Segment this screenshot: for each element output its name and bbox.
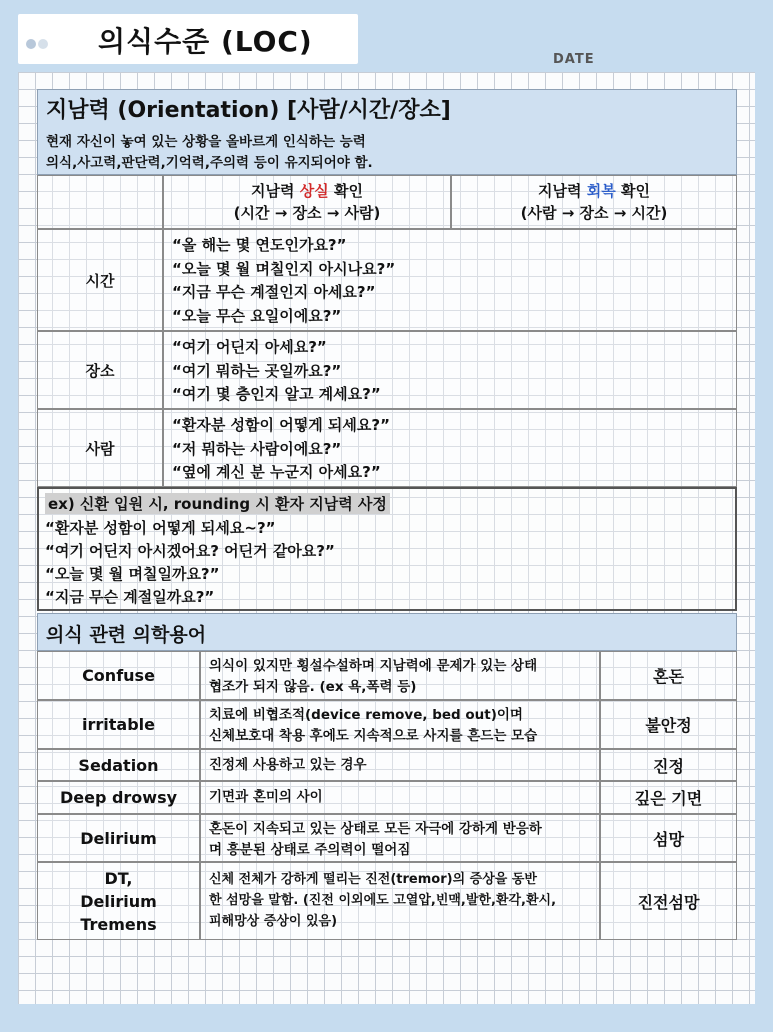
term-cell: irritable [37, 700, 200, 749]
terms-title: 의식 관련 의학용어 [46, 624, 207, 646]
term-desc-cell: 기면과 혼미의 사이 [200, 781, 600, 814]
col-header-loss: 지남력 상실 확인 (시간 → 장소 → 사람) [163, 175, 451, 229]
term-korean-cell: 깊은 기면 [600, 781, 737, 814]
term-korean-cell: 섬망 [600, 814, 737, 862]
row-label-place: 장소 [37, 331, 163, 409]
terms-header [37, 613, 737, 651]
term-desc-cell: 치료에 비협조적(device remove, bed out)이며 신체보호대 착용 후에도 지속적으로 사지를 흔드는 모습 [200, 700, 600, 749]
term-cell: DT, Delirium Tremens [37, 862, 200, 940]
term-korean-cell: 진정 [600, 749, 737, 781]
orientation-desc-2: 의식,사고력,판단력,기억력,주의력 등이 유지되어야 함. [46, 155, 373, 171]
term-korean-cell: 혼돈 [600, 651, 737, 700]
col-header-recover: 지남력 회복 확인 (사람 → 장소 → 시간) [451, 175, 737, 229]
term-cell: Confuse [37, 651, 200, 700]
example-line: “지금 무슨 계절일까요?” [45, 588, 215, 606]
row-questions-time: “올 해는 몇 연도인가요?” “오늘 몇 월 며칠인지 아시나요?” “지금 무슨 계절인지 아세요?” “오늘 무슨 요일이에요?” [163, 229, 737, 331]
term-cell: Deep drowsy [37, 781, 200, 814]
date-label: DATE [553, 52, 595, 67]
term-desc-cell: 혼돈이 지속되고 있는 상태로 모든 자극에 강하게 반응하 며 흥분된 상태로 주의력이 떨어짐 [200, 814, 600, 862]
example-box [37, 487, 737, 611]
row-questions-person: “환자분 성함이 어떻게 되세요?” “저 뭐하는 사람이에요?” “옆에 계신 분 누군지 아세요?” [163, 409, 737, 487]
orientation-header [37, 89, 737, 175]
term-cell: Sedation [37, 749, 200, 781]
decorative-dots [26, 34, 50, 53]
example-line: “오늘 몇 월 며칠일까요?” [45, 565, 220, 583]
orientation-title: 지남력 (Orientation) [사람/시간/장소] [46, 98, 451, 123]
term-korean-cell: 불안정 [600, 700, 737, 749]
term-cell: Delirium [37, 814, 200, 862]
term-desc-cell: 신체 전체가 강하게 떨리는 진전(tremor)의 증상을 동반 한 섬망을 말함. (진전 이외에도 고열압,빈맥,발한,환각,환시, 피해망상 증상이 있음) [200, 862, 600, 940]
term-desc-cell: 의식이 있지만 횡설수설하며 지남력에 문제가 있는 상태 협조가 되지 않음. (ex 욕,폭력 등) [200, 651, 600, 700]
term-korean-cell: 진전섬망 [600, 862, 737, 940]
title-box [18, 14, 358, 64]
example-line: “환자분 성함이 어떻게 되세요~?” [45, 519, 276, 537]
term-desc-cell: 진정제 사용하고 있는 경우 [200, 749, 600, 781]
example-heading: ex) 신환 입원 시, rounding 시 환자 지남력 사정 [45, 493, 390, 514]
row-label-person: 사람 [37, 409, 163, 487]
row-questions-place: “여기 어딘지 아세요?” “여기 뭐하는 곳일까요?” “여기 몇 층인지 알고 계세요?” [163, 331, 737, 409]
row-label-time: 시간 [37, 229, 163, 331]
example-line: “여기 어딘지 아시겠어요? 어딘거 같아요?” [45, 542, 335, 560]
orientation-desc-1: 현재 자신이 놓여 있는 상황을 올바르게 인식하는 능력 [46, 134, 366, 150]
header-empty-cell [37, 175, 163, 229]
page-title: 의식수준 (LOC) [98, 25, 313, 58]
